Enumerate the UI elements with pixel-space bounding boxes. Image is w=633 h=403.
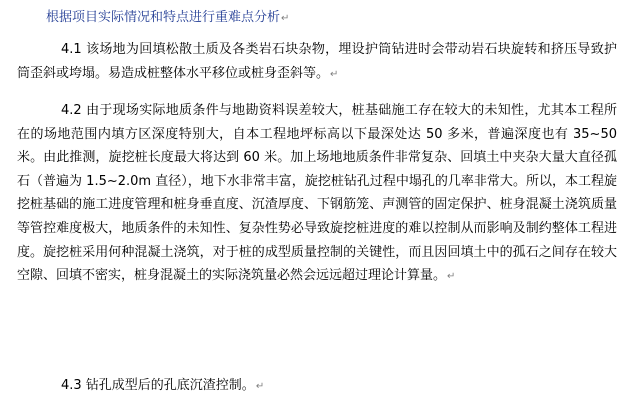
section-heading-text: 根据项目实际情况和特点进行重难点分析 [46, 10, 281, 25]
paragraph-4-3-text: 4.3 钻孔成型后的孔底沉渣控制。 [61, 378, 255, 393]
paragraph-4-1-text: 4.1 该场地为回填松散土质及各类岩石块杂物，埋设护筒钻进时会带动岩石块旋转和挤压导致护筒歪斜或垮塌。易造成桩整体水平移位或桩身歪斜等。 [17, 42, 617, 81]
paragraph-mark-icon: ↵ [255, 381, 265, 392]
paragraph-mark-icon: ↵ [447, 271, 456, 283]
paragraph-4-2 [17, 99, 617, 289]
section-heading [46, 10, 289, 27]
paragraph-mark-icon: ↵ [281, 13, 290, 24]
paragraph-4-3 [17, 374, 617, 399]
paragraph-4-1 [17, 38, 617, 86]
paragraph-mark-icon: ↵ [330, 68, 339, 80]
paragraph-4-2-text: 4.2 由于现场实际地质条件与地勘资料误差较大，桩基础施工存在较大的未知性，尤其本工程所在的场地范围内填方区深度特别大，自本工程地坪标高以下最深处达 50 多米，普遍深度也有 35~50 米。由此推测，旋挖桩长度最大将达到 60 米。加上场地地质条件非常复杂、回填土中夹杂大量大直径孤石（普遍为 1.5~2.0m 直径），地下水非常丰富，旋挖桩钻孔过程中塌孔的几率非常大。所以，本工程旋挖桩基础的施工进度管理和桩身垂直度、沉渣厚度、下钢筋笼、声测管的固定保护、桩身混凝土浇筑质量等管控难度极大，地质条件的未知性、复杂性势必导致旋挖桩进度的难以控制从而影响及制约整体工程进度。旋挖桩采用何种混凝土浇筑，对于桩的成型质量控制的关键性，而且因回填土中的孤石之间存在较大空隙、回填不密实，桩身混凝土的实际浇筑量必然会远远超过理论计算量。 [17, 103, 617, 284]
